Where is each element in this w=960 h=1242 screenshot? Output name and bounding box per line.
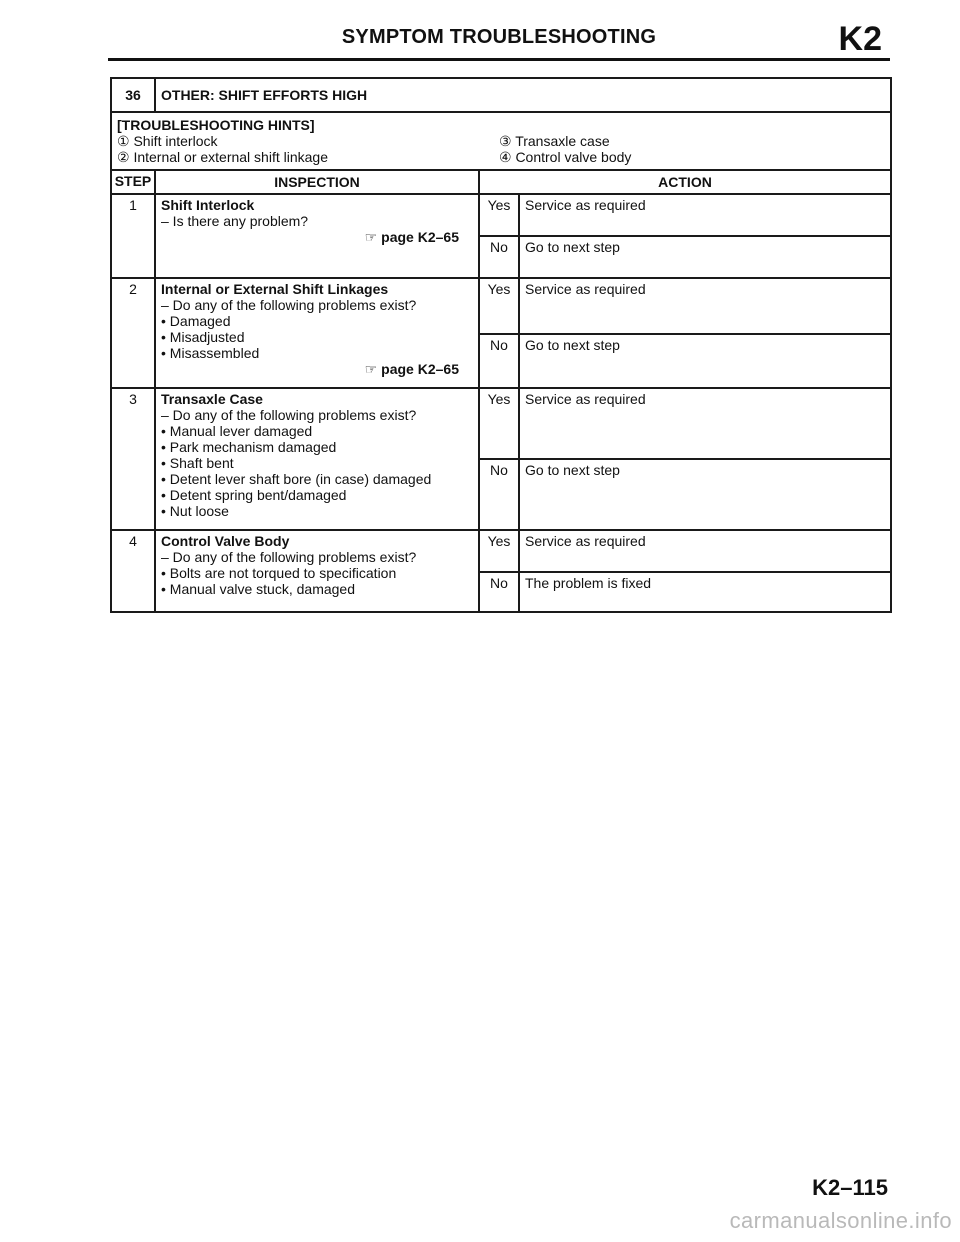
inspection-line: • Damaged bbox=[161, 313, 231, 329]
page-reference-text: page K2–65 bbox=[381, 229, 459, 245]
watermark-text: carmanualsonline.info bbox=[729, 1208, 952, 1233]
inspection-title: Transaxle Case bbox=[161, 391, 263, 407]
inspection-line: • Detent lever shaft bore (in case) damaged bbox=[161, 471, 432, 487]
no-action: Go to next step bbox=[519, 236, 891, 278]
inspection-line: • Misassembled bbox=[161, 345, 260, 361]
yes-action: Service as required bbox=[519, 278, 891, 334]
yes-label: Yes bbox=[479, 278, 519, 334]
page-title: SYMPTOM TROUBLESHOOTING bbox=[341, 26, 657, 48]
symptom-title: OTHER: SHIFT EFFORTS HIGH bbox=[155, 78, 891, 112]
inspection-line: • Detent spring bent/damaged bbox=[161, 487, 347, 503]
inspection-line: • Shaft bent bbox=[161, 455, 234, 471]
inspection-title: Shift Interlock bbox=[161, 197, 255, 213]
step-row bbox=[111, 278, 891, 334]
no-action: Go to next step bbox=[519, 459, 891, 530]
page-reference bbox=[161, 361, 473, 377]
step-inspection bbox=[155, 388, 479, 530]
inspection-line: • Park mechanism damaged bbox=[161, 439, 337, 455]
page-header bbox=[108, 18, 890, 58]
inspection-line: – Do any of the following problems exist? bbox=[161, 549, 417, 565]
page-reference bbox=[161, 229, 473, 245]
no-action: The problem is fixed bbox=[519, 572, 891, 612]
no-label: No bbox=[479, 572, 519, 612]
inspection-line: • Bolts are not torqued to specification bbox=[161, 565, 397, 581]
symptom-number: 36 bbox=[111, 78, 155, 112]
step-row bbox=[111, 530, 891, 572]
inspection-title: Control Valve Body bbox=[161, 533, 290, 549]
step-inspection bbox=[155, 530, 479, 612]
yes-label: Yes bbox=[479, 194, 519, 236]
step-number: 1 bbox=[111, 194, 155, 278]
yes-action: Service as required bbox=[519, 194, 891, 236]
inspection-line: – Is there any problem? bbox=[161, 213, 309, 229]
step-number: 3 bbox=[111, 388, 155, 530]
step-number: 2 bbox=[111, 278, 155, 388]
hint-item: ③ Transaxle case bbox=[499, 133, 610, 149]
no-label: No bbox=[479, 334, 519, 388]
section-code: K2 bbox=[838, 20, 882, 58]
yes-action: Service as required bbox=[519, 530, 891, 572]
page-number: K2–115 bbox=[812, 1175, 888, 1200]
yes-action: Service as required bbox=[519, 388, 891, 459]
inspection-line: • Nut loose bbox=[161, 503, 229, 519]
header-divider bbox=[108, 58, 890, 61]
column-header-inspection: INSPECTION bbox=[155, 170, 479, 194]
hints-heading: [TROUBLESHOOTING HINTS] bbox=[117, 117, 315, 133]
hint-item: ④ Control valve body bbox=[499, 149, 632, 165]
yes-label: Yes bbox=[479, 388, 519, 459]
inspection-line: – Do any of the following problems exist? bbox=[161, 407, 417, 423]
hint-item: ① Shift interlock bbox=[117, 133, 218, 149]
troubleshooting-hints bbox=[111, 112, 891, 170]
hints-row bbox=[111, 112, 891, 170]
step-row bbox=[111, 388, 891, 459]
step-number: 4 bbox=[111, 530, 155, 612]
step-inspection bbox=[155, 278, 479, 388]
step-inspection bbox=[155, 194, 479, 278]
inspection-line: • Manual valve stuck, damaged bbox=[161, 581, 356, 597]
no-action: Go to next step bbox=[519, 334, 891, 388]
inspection-line: – Do any of the following problems exist? bbox=[161, 297, 417, 313]
no-label: No bbox=[479, 459, 519, 530]
pointing-hand-icon: ☞ bbox=[364, 229, 378, 245]
troubleshooting-table bbox=[110, 77, 892, 613]
step-row bbox=[111, 194, 891, 236]
inspection-line: • Misadjusted bbox=[161, 329, 245, 345]
column-header-action: ACTION bbox=[479, 170, 891, 194]
column-header-row bbox=[111, 170, 891, 194]
no-label: No bbox=[479, 236, 519, 278]
pointing-hand-icon: ☞ bbox=[364, 361, 378, 377]
yes-label: Yes bbox=[479, 530, 519, 572]
hint-item: ② Internal or external shift linkage bbox=[117, 149, 328, 165]
inspection-line: • Manual lever damaged bbox=[161, 423, 313, 439]
page-reference-text: page K2–65 bbox=[381, 361, 459, 377]
column-header-step: STEP bbox=[111, 170, 155, 194]
symptom-row bbox=[111, 78, 891, 112]
inspection-title: Internal or External Shift Linkages bbox=[161, 281, 389, 297]
